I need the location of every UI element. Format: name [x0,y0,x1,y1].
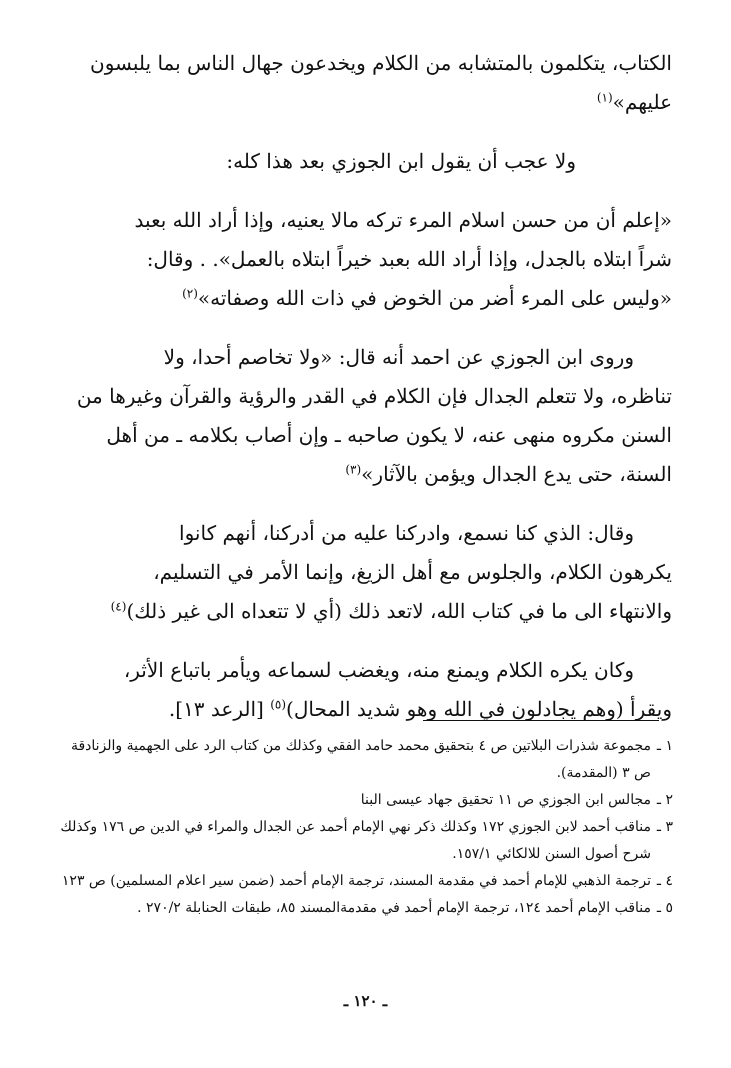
paragraph-4-line-1: وروى ابن الجوزي عن احمد أنه قال: «ولا تخاصم أحدا، ولا [163,345,634,369]
paragraph-6-line-2: ويقرأ (وهم يجادلون في الله وهو شديد المحال) [286,697,672,721]
footnote-2 [55,787,673,814]
footnote-divider [423,720,659,721]
paragraph-5-line-3: والانتهاء الى ما في كتاب الله، لاتعد ذلك (أي لا تتعداه الى غير ذلك) [126,599,672,623]
footnote-text: مناقب الإمام أحمد ١٢٤، ترجمة الإمام أحمد في مقدمةالمسند ٨٥، طبقات الحنابلة ٢٧٠/٢ . [137,900,651,916]
footnote-ref-2: (٢) [182,286,198,301]
paragraph-4-line-2: تناظره، ولا تتعلم الجدال فإن الكلام في القدر والرؤية والقرآن وغيرها من [76,384,672,408]
footnote-ref-5: (٥) [270,697,287,712]
paragraph-3-line-1: «إعلم أن من حسن اسلام المرء تركه مالا يعنيه، وإذا أراد الله بعبد [134,208,672,232]
paragraph-4-line-4: السنة، حتى يدع الجدال ويؤمن بالآثار» [361,462,672,486]
footnote-text: ترجمة الذهبي للإمام أحمد في مقدمة المسند، ترجمة الإمام أحمد (ضمن سير اعلام المسلمين) ص ١٢٣ [61,873,651,889]
footnote-5 [55,895,673,922]
paragraph-1-line-2: عليهم» [612,90,672,114]
paragraph-4 [52,338,672,494]
footnote-4 [55,868,673,895]
footnote-number: ٣ ـ [656,819,673,835]
paragraph-4-line-3: السنن مكروه منهى عنه، لا يكون صاحبه ـ وإن أصاب بكلامه ـ من أهل [106,423,672,447]
paragraph-1-line-1: الكتاب، يتكلمون بالمتشابه من الكلام ويخدعون جهال الناس بما يلبسون [90,51,672,75]
footnote-text: مجموعة شذرات البلاتين ص ٤ بتحقيق محمد حامد الفقي وكذلك من كتاب الرد على الجهمية والزنادقة ص ٣ (المقدمة). [70,738,651,781]
footnote-number: ١ ـ [656,738,673,754]
paragraph-6 [52,651,672,729]
paragraph-3 [52,201,672,318]
page-number: ـ ١٢٠ ـ [343,992,388,1010]
footnote-number: ٢ ـ [656,792,673,808]
footnote-3 [55,814,673,868]
paragraph-1 [52,44,672,122]
paragraph-5 [52,514,672,631]
paragraph-3-line-2: شراً ابتلاه بالجدل، وإذا أراد الله بعبد خيراً ابتلاه بالعمل». . وقال: [146,247,672,271]
paragraph-3-line-3: «وليس على المرء أضر من الخوض في ذات الله وصفاته» [197,286,672,310]
quran-citation: [الرعد ١٣]. [168,697,271,721]
footnote-1 [55,733,673,787]
main-text [52,44,672,729]
footnote-ref-4: (٤) [110,599,127,614]
paragraph-2: ولا عجب أن يقول ابن الجوزي بعد هذا كله: [226,149,576,173]
footnote-text: مجالس ابن الجوزي ص ١١ تحقيق جهاد عيسى البنا [360,792,651,808]
paragraph-6-line-1: وكان يكره الكلام ويمنع منه، ويغضب لسماعه ويأمر باتباع الأثر، [123,658,634,682]
footnote-text: مناقب أحمد لابن الجوزي ١٧٢ وكذلك ذكر نهي الإمام أحمد عن الجدال والمراء في الدين ص ١٧٦ وكذلك شرح أصول السنن للالكائي ١٥٧/١. [60,819,651,862]
footnote-number: ٤ ـ [656,873,673,889]
footnote-ref-1: (١) [596,90,613,105]
paragraph-5-line-1: وقال: الذي كنا نسمع، وادركنا عليه من أدركنا، أنهم كانوا [179,521,634,545]
paragraph-5-line-2: يكرهون الكلام، والجلوس مع أهل الزيغ، وإنما الأمر في التسليم، [153,560,672,584]
footnote-ref-3: (٣) [345,462,362,477]
footnote-number: ٥ ـ [656,900,673,916]
footnotes [55,733,673,922]
